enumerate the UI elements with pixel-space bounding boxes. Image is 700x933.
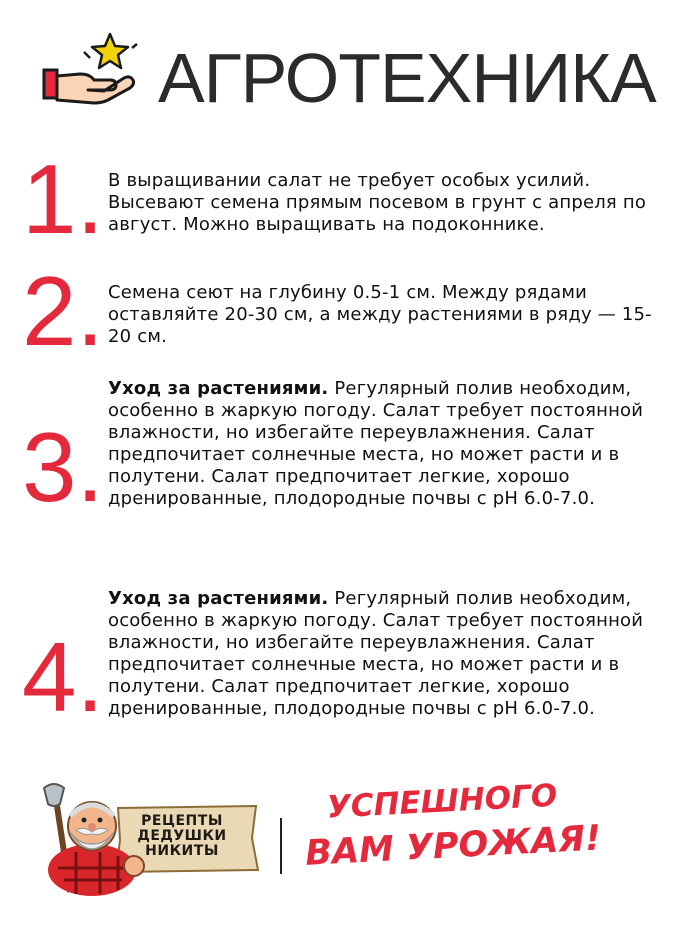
step-text-body: Регулярный полив необходим, особенно в жаркую погоду. Салат требует постоянной влажности, но избегайте переувлажнения. Салат предпочитает солнечные места, но может расти и в полутени. Салат предпочитает легкие, хорошо дренированные, плодородные почвы с pH 6.0-7.0.: [108, 588, 644, 719]
wish-line-1: УСПЕШНОГО: [326, 777, 559, 826]
step-text-body: Семена сеют на глубину 0.5-1 см. Между рядами оставляйте 20-30 см, а между растениями в ряду — 15-20 см.: [108, 282, 652, 347]
step-3: [22, 378, 678, 528]
step-number: 1.: [22, 144, 104, 254]
step-text-bold: Уход за растениями.: [108, 378, 329, 399]
step-1: [22, 144, 678, 254]
step-number: 2.: [22, 256, 104, 366]
step-text: [108, 170, 676, 236]
step-text: [108, 378, 676, 510]
step-text-body: Регулярный полив необходим, особенно в жаркую погоду. Салат требует постоянной влажности, но избегайте переувлажнения. Салат предпочитает солнечные места, но может расти и в полутени. Салат предпочитает легкие, хорошо дренированные, плодородные почвы с pH 6.0-7.0.: [108, 378, 644, 509]
wish-text: [302, 772, 646, 876]
step-text-body: В выращивании салат не требует особых усилий. Высевают семена прямым посевом в грунт с апреля по август. Можно выращивать на подоконнике.: [108, 170, 647, 235]
header: [40, 22, 680, 122]
brand-logo-line: НИКИТЫ: [145, 843, 219, 859]
footer-divider: [280, 818, 282, 874]
page-title: АГРОТЕХНИКА: [158, 39, 656, 117]
brand-logo-line: ДЕДУШКИ: [137, 828, 227, 844]
step-text-bold: Уход за растениями.: [108, 588, 329, 609]
wish-line-2: ВАМ УРОЖАЯ!: [304, 818, 603, 874]
brand-logo-text: [118, 814, 246, 859]
step-4: [22, 588, 678, 738]
step-number: 4.: [22, 622, 104, 732]
step-number: 3.: [22, 412, 104, 522]
footer: [40, 777, 660, 912]
step-2: [22, 256, 678, 366]
step-text: [108, 588, 676, 720]
step-text: [108, 282, 668, 348]
hand-star-icon: [40, 30, 140, 110]
brand-logo-line: РЕЦЕПТЫ: [141, 813, 223, 829]
